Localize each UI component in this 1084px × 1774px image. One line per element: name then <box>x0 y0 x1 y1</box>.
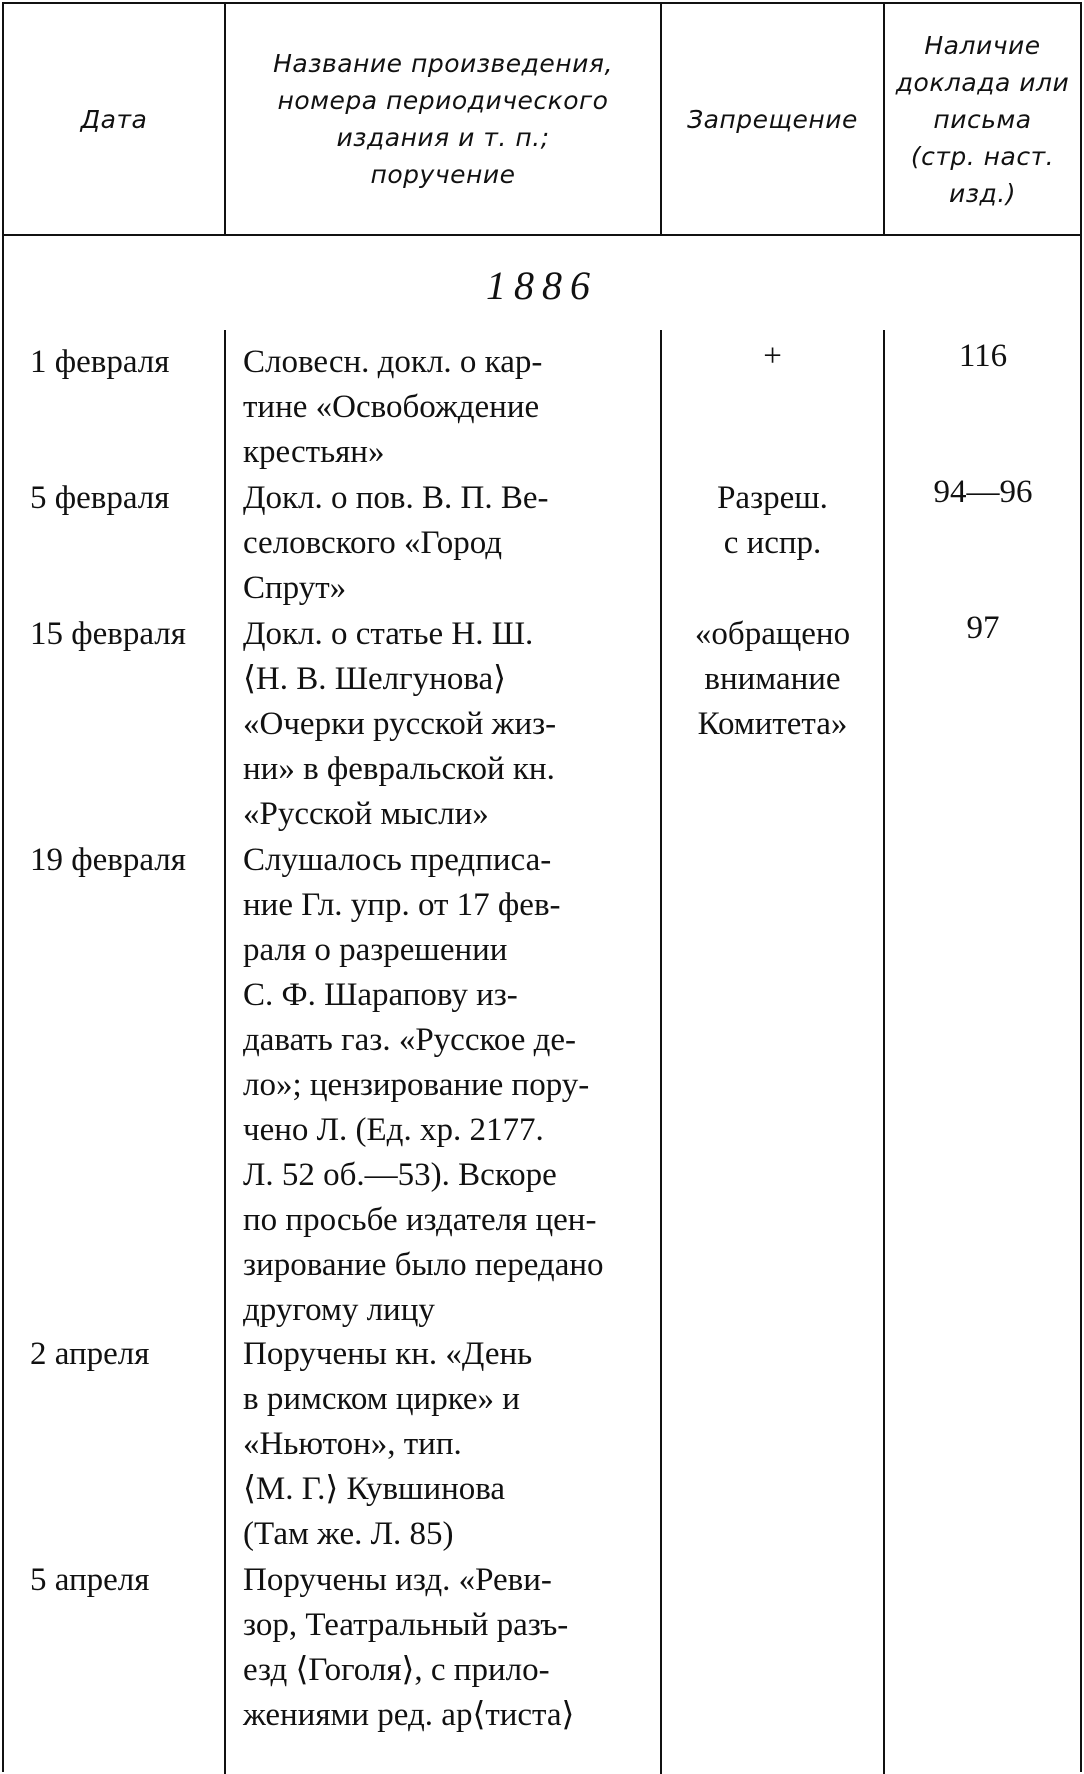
row-date: 2 апреля <box>30 1336 150 1372</box>
row-date: 5 апреля <box>30 1562 150 1598</box>
row-date: 19 февраля <box>30 842 186 878</box>
column-header-report: Наличие доклада или письма (стр. наст. изд.) <box>895 30 1070 208</box>
row-ref: 97 <box>966 610 1000 646</box>
row-title: Докл. о статье Н. Ш. ⟨Н. В. Шелгунова⟩ «Очерки русской жиз- ни» в февральской кн. «Русской мысли» <box>243 616 557 832</box>
header-bottom-rule <box>2 234 1082 236</box>
year-heading: 1886 <box>486 263 598 308</box>
body-divider-3 <box>883 330 885 1774</box>
column-header-ban: Запрещение <box>687 104 858 134</box>
row-ban: + <box>763 338 782 374</box>
row-ref: 116 <box>958 338 1008 374</box>
row-title: Поручены кн. «День в римском цирке» и «Ньютон», тип. ⟨М. Г.⟩ Кувшинова (Там же. Л. 85) <box>243 1336 533 1552</box>
row-title: Словесн. докл. о кар- тине «Освобождение крестьян» <box>243 344 543 470</box>
row-ban: Разреш. с испр. <box>717 480 828 561</box>
row-date: 5 февраля <box>30 480 170 516</box>
row-ref: 94—96 <box>933 474 1033 510</box>
column-header-date: Дата <box>80 104 148 134</box>
body-divider-2 <box>660 330 662 1774</box>
row-title: Докл. о пов. В. П. Ве- селовского «Город Спрут» <box>243 480 549 606</box>
row-title: Поручены изд. «Реви- зор, Театральный разъ- езд ⟨Гоголя⟩, с прило- жениями ред. ар⟨тиста⟩ <box>243 1562 575 1733</box>
row-title: Слушалось предписа- ние Гл. упр. от 17 фев- раля о разрешении С. Ф. Шарапову из- давать газ. «Русское де- ло»; цензирование пору- чено Л. (Ед. хр. 2177. Л. 52 об.—53). Вскоре по просьбе издателя цен- зирование было передано другому лицу <box>243 842 604 1328</box>
row-date: 1 февраля <box>30 344 170 380</box>
row-ban: «обращено внимание Комитета» <box>694 616 851 742</box>
column-header-title: Название произведения, номера периодического издания и т. п.; поручение <box>273 49 613 189</box>
row-date: 15 февраля <box>30 616 186 652</box>
